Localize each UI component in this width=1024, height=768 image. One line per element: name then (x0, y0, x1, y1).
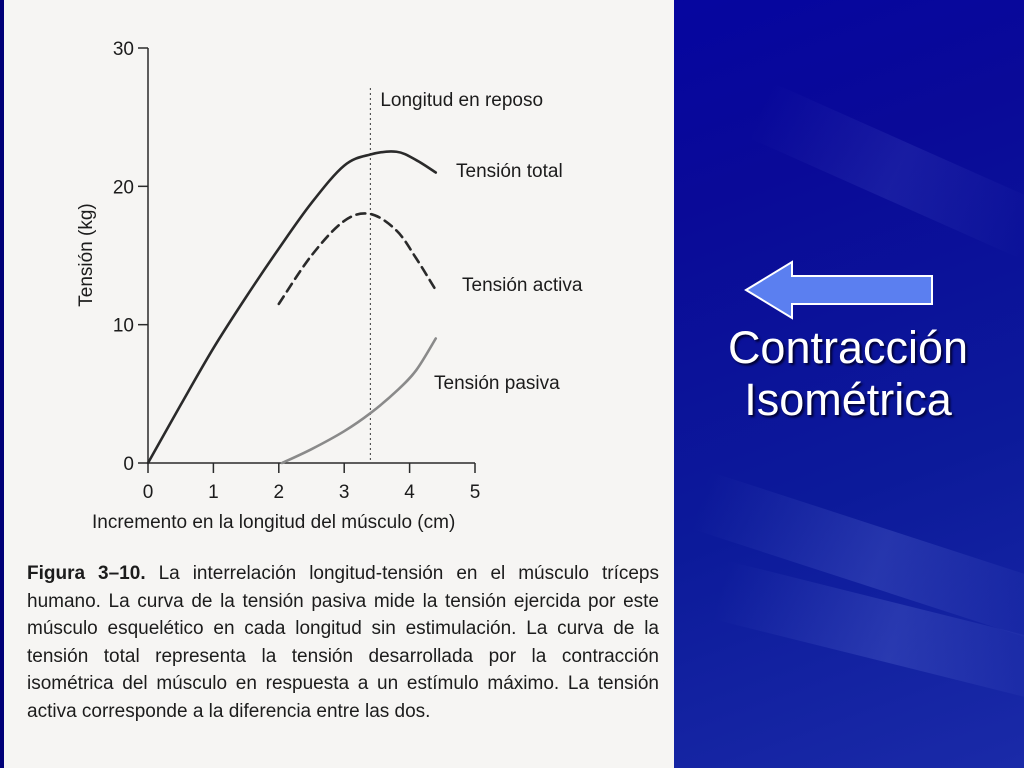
y-tick-label: 0 (123, 454, 134, 475)
length-tension-chart (4, 0, 674, 550)
x-axis-label: Incremento en la longitud del músculo (cm) (92, 512, 456, 533)
caption-label: Figura 3–10. (27, 563, 146, 584)
reference-line-label: Longitud en reposo (380, 90, 544, 111)
slide-title-line1: Contracción (727, 322, 969, 373)
y-tick-label: 20 (112, 177, 134, 199)
slide-title-line2: Isométrica (744, 374, 952, 425)
series-tension-activa-line (279, 213, 436, 303)
series-tension-total-line (148, 151, 436, 463)
series-tension-pasiva-label: Tensión pasiva (434, 373, 560, 394)
slide-title (680, 322, 1016, 426)
x-tick-label: 4 (404, 482, 415, 503)
caption-text: La interrelación longitud-tensión en el músculo tríceps humano. La curva de la tensión pasiva mide la tensión ejercida por este músculo esquelético en cada longitud sin estimulación. La curva de la tensión total representa la tensión desarrollada por la contracción isométrica del músculo en respuesta a un estímulo máximo. La tensión activa corresponde a la diferencia entre las dos. (27, 563, 659, 722)
left-arrow-icon (742, 260, 936, 320)
x-tick-label: 3 (338, 482, 350, 503)
y-tick-label: 10 (112, 315, 134, 337)
x-tick-label: 5 (469, 482, 481, 503)
x-tick-label: 0 (142, 482, 154, 503)
y-axis-label: Tensión (kg) (76, 203, 97, 307)
figure-caption (27, 560, 659, 725)
series-tension-activa-label: Tensión activa (462, 275, 583, 296)
x-tick-label: 1 (208, 482, 219, 503)
series-tension-total-label: Tensión total (456, 161, 563, 182)
x-tick-label: 2 (273, 482, 285, 503)
series-tension-pasiva-line (282, 339, 436, 464)
chart-series (148, 151, 583, 463)
y-tick-label: 30 (112, 39, 134, 60)
